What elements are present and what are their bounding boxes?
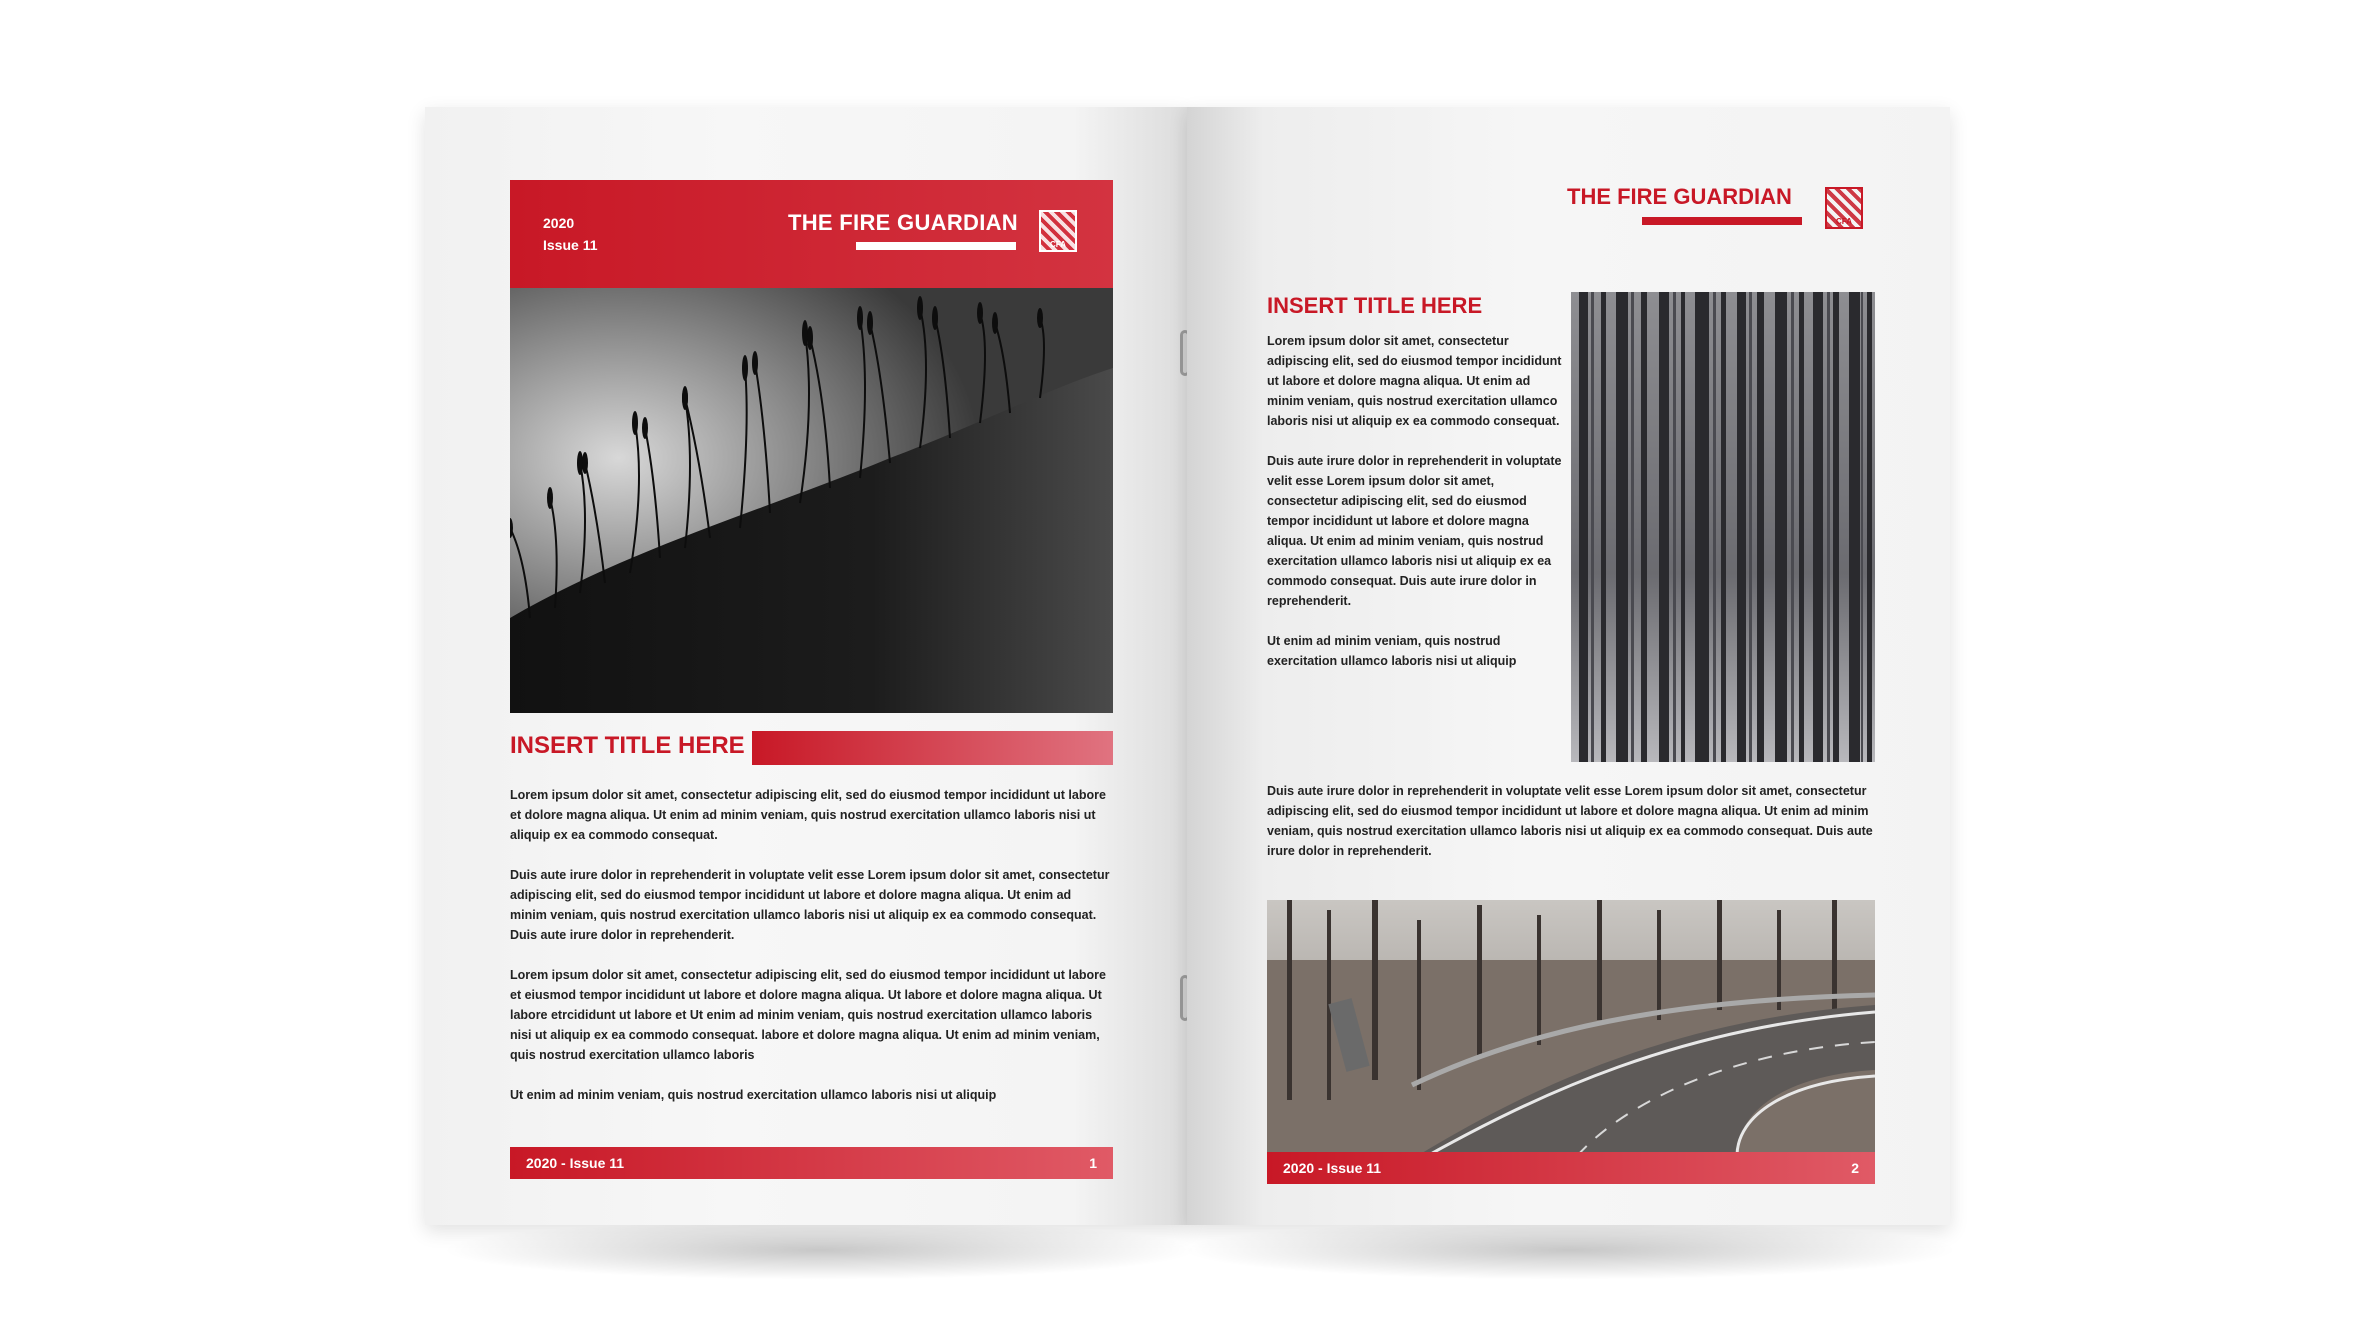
page-shadow-left (440, 1220, 1200, 1280)
footer-issue-label: 2020 - Issue 11 (1283, 1160, 1382, 1176)
right-title-underline (1642, 217, 1802, 225)
right-paragraph-3: Ut enim ad minim veniam, quis nostrud exercitation ullamco laboris nisi ut aliquip (1267, 634, 1517, 668)
right-body-text (1267, 331, 1567, 671)
left-paragraph-3: Lorem ipsum dolor sit amet, consectetur adipiscing elit, sed do eiusmod tempor incididunt ut labore et eiusmod tempor incididunt ut labore et dolore magna aliqua. Ut labore et dolore magna aliqua. Ut labore etrcididunt ut labore et Ut enim ad minim veniam, quis nostrud exercitation ullamco laboris nisi ut aliquip ex ea commodo consequat. labore et dolore magna aliqua. Ut enim ad minim veniam, quis nostrud exercitation ullamco laboris (510, 968, 1106, 1062)
title-accent-bar (752, 731, 1113, 765)
header-issue: Issue 11 (543, 237, 598, 253)
header-year: 2020 (543, 215, 575, 231)
left-footer (510, 1147, 1113, 1179)
left-body-text (510, 785, 1110, 1105)
left-paragraph-1: Lorem ipsum dolor sit amet, consectetur adipiscing elit, sed do eiusmod tempor incididunt ut labore et dolore magna aliqua. Ut enim ad minim veniam, quis nostrud exercitation ullamco laboris nisi ut aliquip ex ea commodo consequat. (510, 788, 1106, 842)
cfa-logo-icon (1825, 187, 1863, 229)
left-page (425, 107, 1187, 1225)
right-section-title: INSERT TITLE HERE (1267, 293, 1483, 318)
right-wide-paragraph: Duis aute irure dolor in reprehenderit in voluptate velit esse Lorem ipsum dolor sit amet, consectetur adipiscing elit, sed do eiusmod tempor incididunt ut labore et dolore magna aliqua. Ut enim ad minim veniam, quis nostrud exercitation ullamco laboris nisi ut aliquip ex ea commodo consequat. Duis aute irure dolor in reprehenderit. (1267, 784, 1873, 858)
right-magazine-title: THE FIRE GUARDIAN (1567, 184, 1792, 209)
left-paragraph-2: Duis aute irure dolor in reprehenderit in voluptate velit esse Lorem ipsum dolor sit amet, consectetur adipiscing elit, sed do eiusmod tempor incididunt ut labore et dolore magna aliqua. Ut enim ad minim veniam, quis nostrud exercitation ullamco laboris nisi ut aliquip ex ea commodo consequat. Duis aute irure dolor in reprehenderit. (510, 868, 1110, 942)
burnt-forest-photo (1571, 292, 1875, 762)
right-paragraph-2: Duis aute irure dolor in reprehenderit in voluptate velit esse Lorem ipsum dolor sit amet, consectetur adipiscing elit, sed do eiusmod tempor incididunt ut labore et dolore magna aliqua. Ut enim ad minim veniam, quis nostrud exercitation ullamco laboris nisi ut aliquip ex ea commodo consequat. Duis aute irure dolor in reprehenderit. (1267, 454, 1562, 608)
page-number: 1 (1089, 1155, 1097, 1171)
page-shadow-right (1180, 1220, 1960, 1280)
right-footer (1267, 1152, 1875, 1184)
footer-issue-label: 2020 - Issue 11 (526, 1155, 625, 1171)
cfa-logo-icon (1039, 210, 1077, 252)
magazine-title: THE FIRE GUARDIAN (788, 210, 1018, 235)
right-paragraph-1: Lorem ipsum dolor sit amet, consectetur adipiscing elit, sed do eiusmod tempor incididunt ut labore et dolore magna aliqua. Ut enim ad minim veniam, quis nostrud exercitation ullamco laboris nisi ut aliquip ex ea commodo consequat. (1267, 334, 1562, 428)
right-page (1187, 107, 1950, 1225)
grass-silhouette-photo (510, 288, 1113, 713)
logo-text: CFA (1050, 240, 1066, 249)
page-number: 2 (1851, 1160, 1859, 1176)
burnt-road-photo (1267, 900, 1875, 1156)
left-paragraph-4: Ut enim ad minim veniam, quis nostrud exercitation ullamco laboris nisi ut aliquip (510, 1088, 997, 1102)
logo-text: CFA (1836, 217, 1852, 226)
left-section-title: INSERT TITLE HERE (510, 732, 745, 759)
left-header-band (510, 180, 1113, 288)
title-underline (856, 242, 1016, 250)
